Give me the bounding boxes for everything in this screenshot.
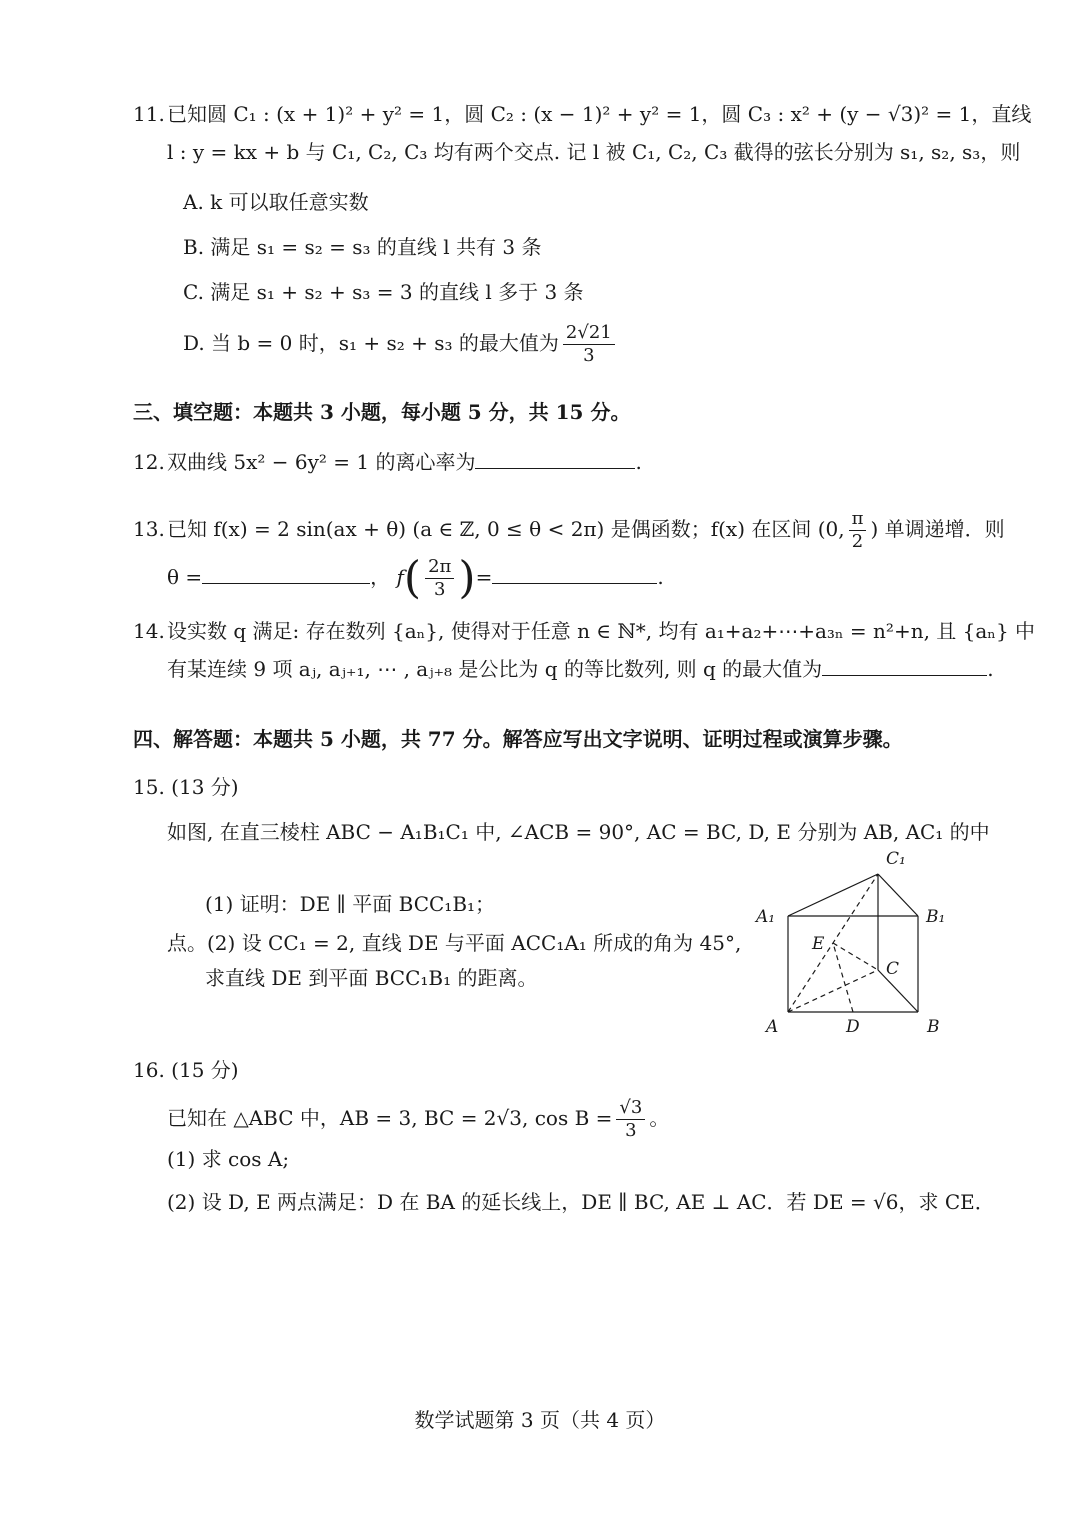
- edge-a-c: [788, 970, 878, 1012]
- q13-comma: ，: [370, 565, 391, 589]
- q15-stem-line1: 如图, 在直三棱柱 ABC − A₁B₁C₁ 中, ∠ACB = 90°, AC = BC, D, E 分别为 AB, AC₁ 的中: [167, 820, 990, 844]
- q13-f-fraction: [425, 556, 454, 601]
- q16-cos-fraction: [616, 1097, 645, 1142]
- q13-line2: [167, 552, 664, 604]
- fraction-denominator: 2: [851, 531, 864, 552]
- q11-stem-line1: 已知圆 C₁ : (x + 1)² + y² = 1，圆 C₂ : (x − 1)² + y² = 1，圆 C₃ : x² + (y − √3)² = 1，直线: [167, 102, 1032, 126]
- edge-c1-b1: [878, 874, 918, 916]
- q15-part1: (1) 证明：DE ∥ 平面 BCC₁B₁；: [205, 892, 496, 916]
- label-b: B: [927, 1017, 940, 1037]
- q13-theta-blank[interactable]: [202, 563, 370, 584]
- q13-end: .: [657, 565, 664, 589]
- q12-end: .: [635, 450, 642, 474]
- q13-stem-pre: 已知 f(x) = 2 sin(ax + θ) (a ∈ ℤ, 0 ≤ θ < 2π) 是偶函数；f(x) 在区间 (0,: [167, 517, 845, 541]
- q12-number: 12.: [133, 450, 165, 474]
- q13-stem-post: ) 单调递增．则: [870, 517, 1005, 541]
- q15-part2b: 求直线 DE 到平面 BCC₁B₁ 的距离。: [205, 966, 538, 990]
- q11-option-d: [183, 322, 619, 367]
- q13-theta-label: θ =: [167, 565, 203, 589]
- q13-eq: =: [475, 565, 493, 589]
- q13-number: 13.: [133, 517, 165, 541]
- q11-option-d-text: D. 当 b = 0 时，s₁ + s₂ + s₃ 的最大值为: [183, 331, 559, 355]
- section-4-heading: 四、解答题：本题共 5 小题，共 77 分。解答应写出文字说明、证明过程或演算步骤。: [133, 727, 903, 751]
- q11-option-c: C. 满足 s₁ + s₂ + s₃ = 3 的直线 l 多于 3 条: [183, 280, 584, 304]
- q11-stem-line2: l : y = kx + b 与 C₁, C₂, C₃ 均有两个交点. 记 l 被 C₁, C₂, C₃ 截得的弦长分别为 s₁, s₂, s₃，则: [167, 140, 1021, 164]
- q12: [133, 448, 642, 476]
- label-d: D: [846, 1017, 860, 1037]
- q14-stem-line2: 有某连续 9 项 aⱼ, aⱼ₊₁, ⋯ , aⱼ₊₈ 是公比为 q 的等比数列, 则 q 的最大值为: [167, 657, 823, 681]
- q15-header: 15. (13 分): [133, 775, 239, 799]
- prism-figure: [750, 840, 970, 1040]
- fraction-numerator: π: [849, 508, 867, 531]
- q16-header: 16. (15 分): [133, 1058, 239, 1082]
- q14-line2: [167, 655, 994, 683]
- q15-part2-line: [167, 929, 741, 957]
- q14-answer-blank[interactable]: [822, 655, 987, 676]
- label-c1: C₁: [886, 849, 906, 869]
- q16-stem-post: 。: [649, 1106, 670, 1130]
- fraction-numerator: 2π: [425, 556, 454, 579]
- q14-number: 14.: [133, 619, 165, 643]
- page-footer: 数学试题第 3 页（共 4 页）: [414, 1408, 666, 1432]
- label-c: C: [886, 959, 900, 979]
- q16-stem: [167, 1097, 669, 1142]
- fraction-numerator: 2√21: [563, 322, 615, 345]
- q15-part2: (2) 设 CC₁ = 2, 直线 DE 与平面 ACC₁A₁ 所成的角为 45°,: [207, 931, 742, 955]
- q13-pi-fraction: [849, 508, 867, 553]
- q13-f-label: f: [396, 565, 404, 589]
- fraction-denominator: 3: [583, 345, 595, 366]
- q13-line1: [133, 508, 1005, 553]
- q14-stem-line1: 设实数 q 满足: 存在数列 {aₙ}, 使得对于任意 n ∈ ℕ*, 均有 a₁+a₂+⋯+a₃ₙ = n²+n, 且 {aₙ} 中: [167, 619, 1036, 643]
- right-paren: ): [458, 552, 476, 604]
- q16-stem-pre: 已知在 △ABC 中，AB = 3, BC = 2√3, cos B =: [167, 1106, 613, 1130]
- section-3-heading: 三、填空题：本题共 3 小题，每小题 5 分，共 15 分。: [133, 400, 631, 424]
- q11-line1: [133, 100, 1031, 128]
- label-b1: B₁: [926, 907, 946, 927]
- label-a: A: [766, 1017, 779, 1037]
- q11-option-d-fraction: [563, 322, 615, 367]
- q13-f-value-blank[interactable]: [492, 563, 657, 584]
- q14-line1: [133, 617, 1035, 645]
- label-a1: A₁: [756, 907, 776, 927]
- q12-text: 双曲线 5x² − 6y² = 1 的离心率为: [167, 450, 476, 474]
- q16-part1: (1) 求 cos A;: [167, 1147, 290, 1171]
- q11-option-a: A. k 可以取任意实数: [183, 190, 369, 214]
- q15-dian: 点。: [167, 931, 207, 955]
- left-paren: (: [403, 552, 422, 604]
- fraction-numerator: √3: [616, 1097, 645, 1120]
- q16-part2: (2) 设 D, E 两点满足：D 在 BA 的延长线上，DE ∥ BC, AE ⊥ AC．若 DE = √6，求 CE．: [167, 1190, 995, 1214]
- label-e: E: [812, 934, 825, 954]
- q14-end: .: [987, 657, 994, 681]
- q11-option-b: B. 满足 s₁ = s₂ = s₃ 的直线 l 共有 3 条: [183, 235, 542, 259]
- fraction-denominator: 3: [625, 1120, 637, 1141]
- q11-number: 11.: [133, 102, 165, 126]
- q12-answer-blank[interactable]: [475, 448, 635, 469]
- fraction-denominator: 3: [434, 579, 446, 600]
